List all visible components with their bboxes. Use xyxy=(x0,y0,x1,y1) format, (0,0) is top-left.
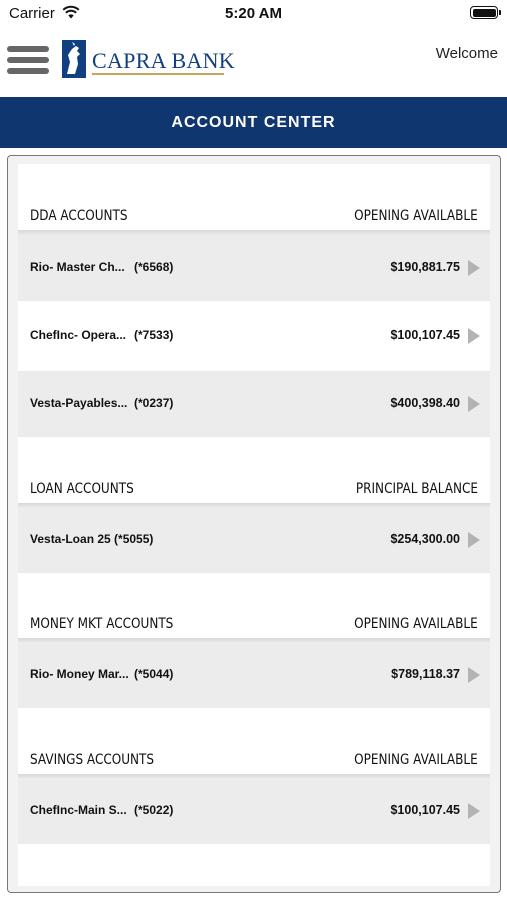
chevron-right-icon[interactable] xyxy=(468,328,480,344)
hamburger-menu-icon[interactable] xyxy=(7,45,49,75)
account-row[interactable] xyxy=(18,303,490,369)
chevron-right-icon[interactable] xyxy=(468,260,480,276)
account-amount: $254,300.00 xyxy=(390,532,460,546)
account-row[interactable] xyxy=(18,507,490,573)
account-amount: $190,881.75 xyxy=(390,260,460,274)
account-name: Vesta-Payables... xyxy=(30,396,128,410)
bank-logo xyxy=(62,40,235,80)
account-name: Rio- Master Ch... xyxy=(30,260,125,274)
section-label: LOAN ACCOUNTS xyxy=(30,481,134,497)
section-header-dda xyxy=(18,180,490,230)
status-bar xyxy=(0,0,507,30)
account-name: Rio- Money Mar... xyxy=(30,667,129,681)
brand-name: CAPRA BANK xyxy=(92,48,235,73)
app-header xyxy=(0,30,507,97)
section-label: SAVINGS ACCOUNTS xyxy=(30,752,155,768)
account-row[interactable] xyxy=(18,371,490,437)
section-header-loan xyxy=(18,453,490,503)
accounts-list[interactable] xyxy=(18,164,490,886)
account-amount: $100,107.45 xyxy=(390,803,460,817)
section-label: DDA ACCOUNTS xyxy=(30,208,128,224)
section-header-savings xyxy=(18,724,490,774)
section-label: MONEY MKT ACCOUNTS xyxy=(30,616,174,632)
section-column-label: OPENING AVAILABLE xyxy=(354,752,478,768)
account-amount: $789,118.37 xyxy=(391,667,460,681)
clock: 5:20 AM xyxy=(225,5,282,22)
section-header-money-market xyxy=(18,588,490,638)
account-name: Vesta-Loan 25 (*5055) xyxy=(30,532,154,546)
chevron-right-icon[interactable] xyxy=(468,532,480,548)
capra-logo-icon xyxy=(62,40,86,78)
welcome-text: Welcome xyxy=(435,45,498,62)
logo-underline xyxy=(92,73,224,75)
section-column-label: OPENING AVAILABLE xyxy=(354,616,478,632)
battery-icon xyxy=(470,6,498,19)
account-number: (*6568) xyxy=(134,260,174,274)
account-row[interactable] xyxy=(18,778,490,844)
account-name: ChefInc-Main S... xyxy=(30,803,127,817)
account-row[interactable] xyxy=(18,235,490,301)
page-title-bar xyxy=(0,97,507,148)
account-number: (*7533) xyxy=(134,328,174,342)
account-amount: $400,398.40 xyxy=(390,396,460,410)
chevron-right-icon[interactable] xyxy=(468,803,480,819)
account-number: (*0237) xyxy=(134,396,174,410)
account-number: (*5022) xyxy=(134,803,174,817)
account-number: (*5044) xyxy=(134,667,174,681)
section-column-label: PRINCIPAL BALANCE xyxy=(355,481,478,497)
account-amount: $100,107.45 xyxy=(390,328,460,342)
accounts-panel xyxy=(7,155,501,893)
section-column-label: OPENING AVAILABLE xyxy=(354,208,478,224)
page-title: ACCOUNT CENTER xyxy=(171,114,336,131)
account-name: ChefInc- Opera... xyxy=(30,328,127,342)
chevron-right-icon[interactable] xyxy=(468,396,480,412)
account-row[interactable] xyxy=(18,642,490,708)
chevron-right-icon[interactable] xyxy=(468,667,480,683)
carrier-label: Carrier xyxy=(9,5,55,22)
